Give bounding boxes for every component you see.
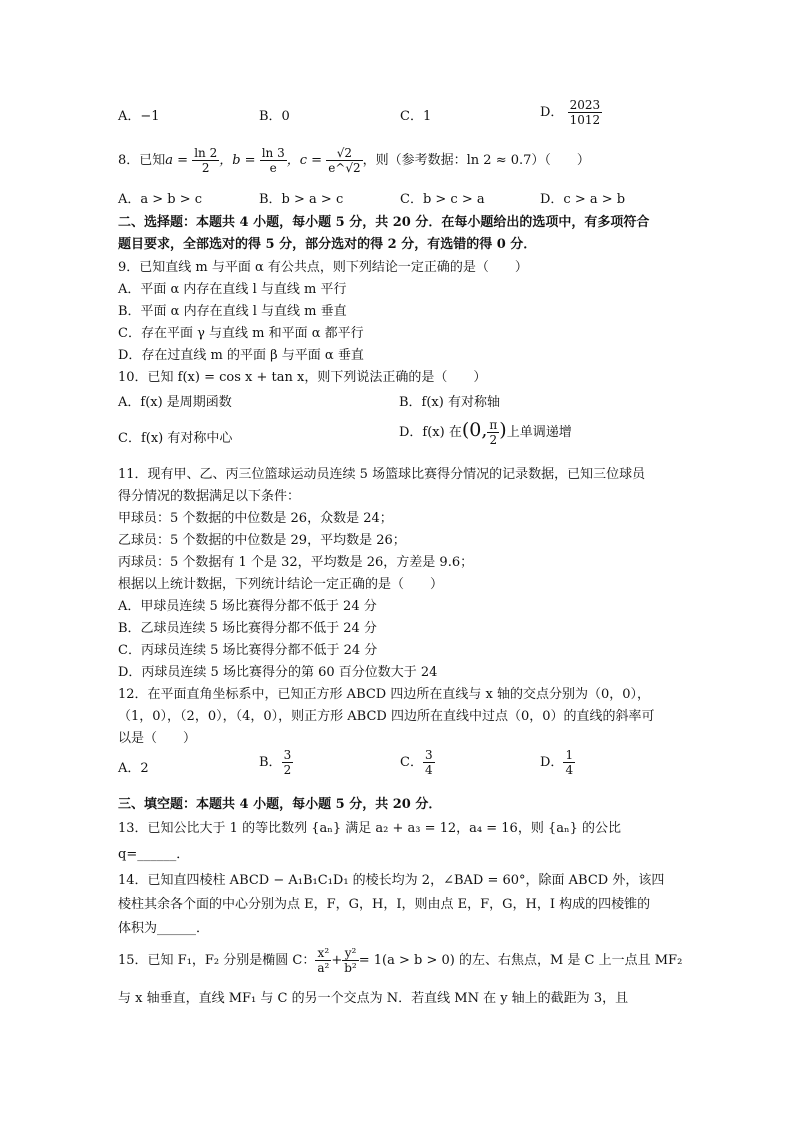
q7-option-b: B．0 [259, 109, 290, 124]
q12-option-b-denominator: 2 [283, 763, 292, 777]
q7-option-d-numerator: 2023 [569, 98, 601, 112]
q15-y-numerator: y² [342, 946, 359, 961]
q8-a-denominator: 2 [201, 161, 210, 175]
q10-option-d-prefix: D．f(x) 在 [399, 425, 462, 440]
q8-option-d: D．c > a > b [540, 192, 626, 207]
q10-interval-denominator: 2 [489, 433, 498, 447]
q8-suffix: ，则（参考数据：ln 2 ≈ 0.7）（ ） [362, 153, 590, 168]
q12-option-b-fraction [282, 748, 294, 777]
section3-heading: 三、填空题：本题共 4 小题，每小题 5 分，共 20 分． [118, 797, 442, 812]
q11-line: 11．现有甲、乙、丙三位篮球运动员连续 5 场篮球比赛得分情况的记录数据，已知三位球员 [118, 467, 646, 482]
q8-c-denominator: e^√2 [328, 161, 361, 175]
q11-line: 丙球员：5 个数据有 1 个是 32，平均数是 26，方差是 9.6； [118, 555, 474, 570]
q11-line: 乙球员：5 个数据的中位数是 29，平均数是 26； [118, 533, 406, 548]
q12-option-c-prefix: C． [400, 755, 423, 770]
q15-line1 [118, 946, 682, 975]
q12-option-c [400, 748, 435, 777]
q10-option-d [399, 418, 572, 447]
q8-b-denominator: e [269, 161, 277, 175]
q8-c-lhs: ，c = [286, 153, 323, 168]
q15-x-numerator: x² [315, 946, 331, 961]
q12-option-c-denominator: 4 [424, 763, 433, 777]
q12-line: 12．在平面直角坐标系中，已知正方形 ABCD 四边所在直线与 x 轴的交点分别为（0，0）， [118, 687, 650, 702]
section2-heading-line1: 二、选择题：本题共 4 小题，每小题 5 分，共 20 分．在每小题给出的选项中，有多项符合 [118, 215, 650, 230]
q8-a-lhs: a = [165, 153, 189, 168]
q14-line: 体积为______． [118, 921, 210, 936]
q15-line2: 与 x 轴垂直，直线 MF₁ 与 C 的另一个交点为 N．若直线 MN 在 y 轴上的截距为 3，且 [118, 991, 629, 1006]
q9-option-d: D．存在过直线 m 的平面 β 与平面 α 垂直 [118, 348, 364, 363]
q7-option-d-denominator: 1012 [569, 113, 601, 127]
q9-option-a: A．平面 α 内存在直线 l 与直线 m 平行 [118, 282, 347, 297]
q8-option-c: C．b > c > a [400, 192, 485, 207]
q12-line: （1，0），（2，0），（4，0），则正方形 ABCD 四边所在直线中过点（0，0）的直线的斜率可 [118, 709, 655, 724]
q12-option-d-fraction [563, 748, 575, 777]
q8-c-numerator: √2 [326, 146, 362, 161]
q12-option-b-numerator: 3 [283, 748, 292, 762]
q8-option-a: A．a > b > c [118, 192, 203, 207]
q7-option-d-prefix: D． [540, 105, 564, 120]
q15-x-fraction [315, 946, 331, 975]
q8-b-lhs: ，b = [219, 153, 256, 168]
q11-line: 根据以上统计数据，下列统计结论一定正确的是（ ） [118, 577, 444, 592]
q11-line: 甲球员：5 个数据的中位数是 26，众数是 24； [118, 511, 393, 526]
q7-option-d-fraction [568, 98, 603, 127]
q12-line: 以是（ ） [118, 731, 197, 746]
q9-stem: 9．已知直线 m 与平面 α 有公共点，则下列结论一定正确的是（ ） [118, 260, 528, 275]
q7-option-d [540, 98, 602, 127]
q8-a-fraction [192, 146, 219, 175]
q12-option-d-numerator: 1 [565, 748, 574, 762]
q13-line2: q=______． [118, 847, 190, 862]
q13-line1: 13．已知公比大于 1 的等比数列 {aₙ} 满足 a₂ + a₃ = 12，a₄ = 16，则 {aₙ} 的公比 [118, 821, 622, 836]
q15-y-denominator: b² [344, 961, 357, 975]
q11-option-a: A．甲球员连续 5 场比赛得分都不低于 24 分 [118, 599, 377, 614]
q10-interval-numerator: π [489, 418, 498, 432]
q15-suffix: = 1(a > b > 0) 的左、右焦点，M 是 C 上一点且 MF₂ [358, 953, 683, 968]
q12-option-c-numerator: 3 [424, 748, 433, 762]
section2-heading-line2: 题目要求，全部选对的得 5 分，部分选对的得 2 分，有选错的得 0 分． [118, 237, 537, 252]
q12-option-c-fraction [423, 748, 435, 777]
q8-prefix: 8．已知 [118, 153, 166, 168]
q10-option-b: B．f(x) 有对称轴 [399, 395, 500, 410]
q12-option-b-prefix: B． [259, 755, 282, 770]
q14-line: 14．已知直四棱柱 ABCD − A₁B₁C₁D₁ 的棱长均为 2，∠BAD = 60°，除面 ABCD 外，该四 [118, 873, 665, 888]
q12-option-d-prefix: D． [540, 755, 564, 770]
q7-option-c: C．1 [400, 109, 432, 124]
q8-stem [118, 146, 590, 175]
q10-option-a: A．f(x) 是周期函数 [118, 395, 232, 410]
q11-option-c: C．丙球员连续 5 场比赛得分都不低于 24 分 [118, 643, 378, 658]
q8-b-numerator: ln 3 [261, 146, 285, 160]
q11-option-b: B．乙球员连续 5 场比赛得分都不低于 24 分 [118, 621, 377, 636]
q10-option-c: C．f(x) 有对称中心 [118, 431, 233, 446]
q11-option-d: D．丙球员连续 5 场比赛得分的第 60 百分位数大于 24 [118, 665, 438, 680]
q14-line: 棱柱其余各个面的中心分别为点 E，F，G，H，I，则由点 E，F，G，H，I 构成的四棱锥的 [118, 897, 651, 912]
q7-option-a: A．−1 [118, 109, 160, 124]
q8-b-fraction [260, 146, 287, 175]
q8-option-b: B．b > a > c [259, 192, 344, 207]
q12-option-a: A．2 [118, 761, 149, 776]
q10-stem: 10．已知 f(x) = cos x + tan x，则下列说法正确的是（ ） [118, 370, 487, 385]
q12-option-d [540, 748, 575, 777]
q8-c-fraction [326, 146, 362, 175]
q10-interval-left: (0, [461, 419, 488, 441]
q8-a-numerator: ln 2 [194, 146, 218, 160]
q9-option-c: C．存在平面 γ 与直线 m 和平面 α 都平行 [118, 326, 364, 341]
q15-prefix: 15．已知 F₁，F₂ 分别是椭圆 C： [118, 953, 316, 968]
q10-interval-fraction [487, 418, 499, 447]
q11-line: 得分情况的数据满足以下条件： [118, 489, 301, 504]
q15-plus: + [331, 953, 343, 968]
q12-option-b [259, 748, 293, 777]
q15-x-denominator: a² [317, 961, 330, 975]
q12-option-d-denominator: 4 [565, 763, 574, 777]
q9-option-b: B．平面 α 内存在直线 l 与直线 m 垂直 [118, 304, 347, 319]
q10-option-d-suffix: 上单调递增 [506, 425, 572, 440]
q15-y-fraction [342, 946, 359, 975]
q10-interval-right: ) [499, 419, 507, 441]
